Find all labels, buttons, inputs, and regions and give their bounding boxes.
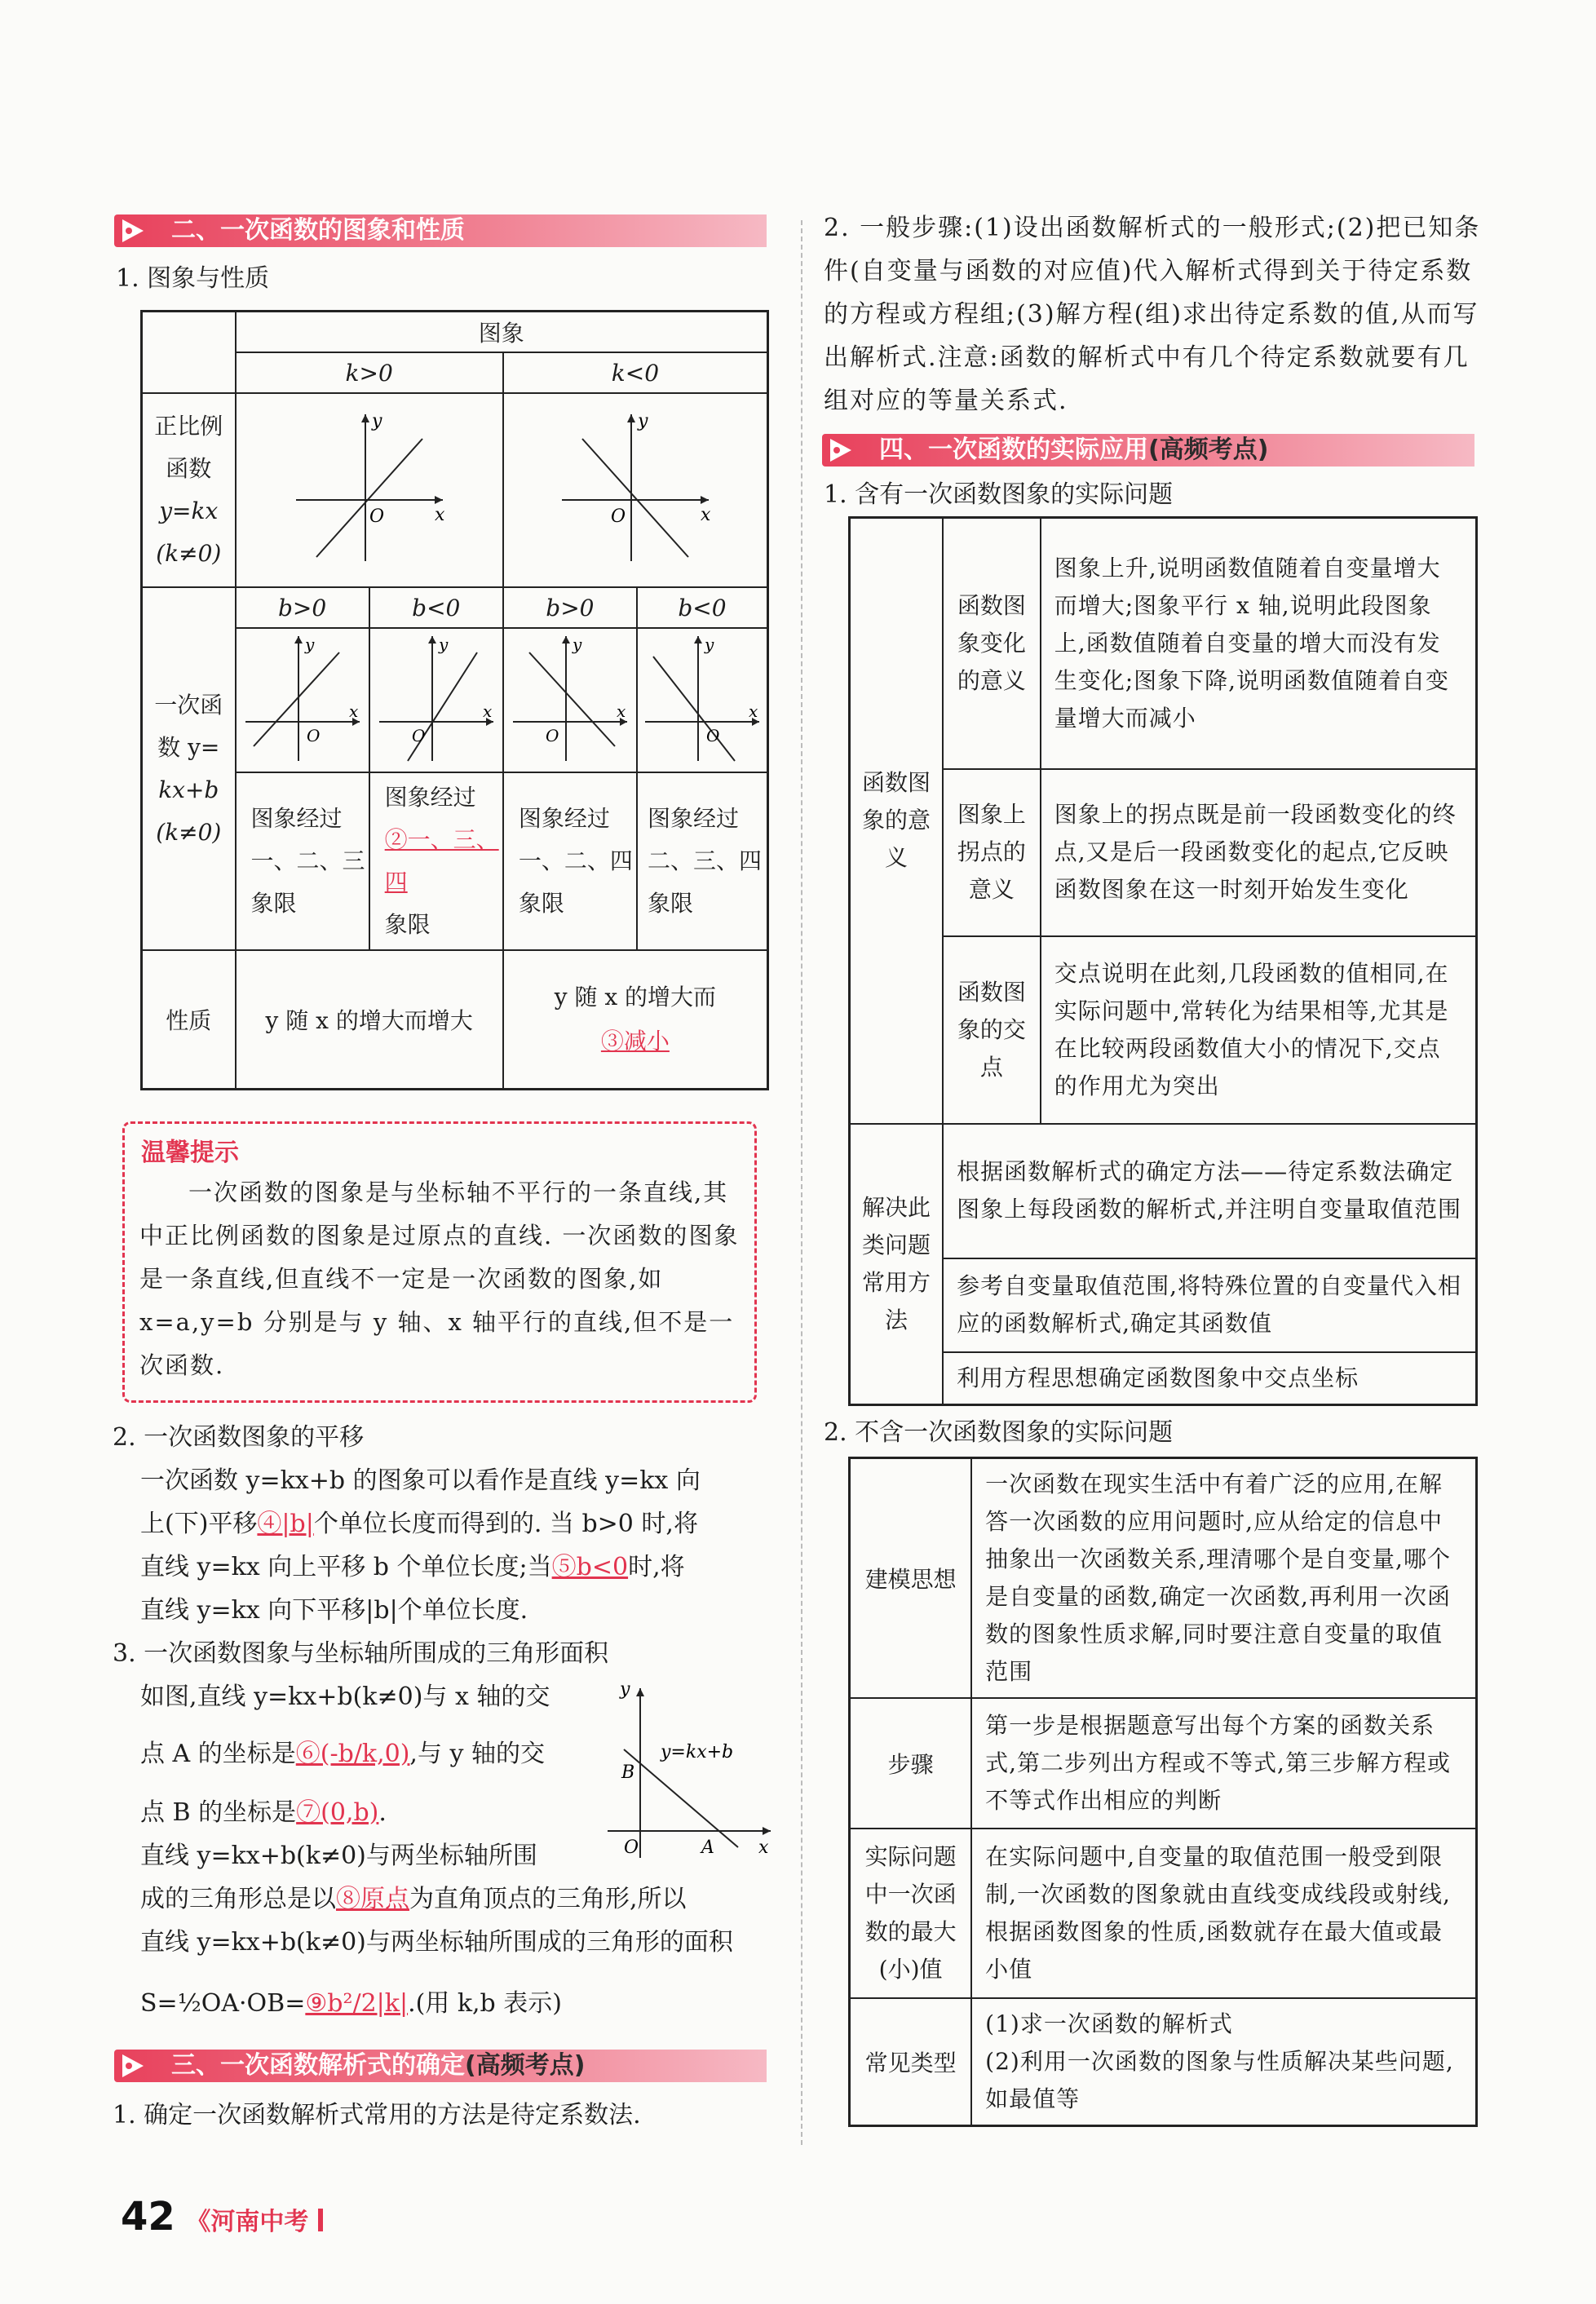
column-divider (801, 220, 802, 2145)
graph-proportional-k-neg (503, 393, 768, 587)
answer-7: ⑦(0,b) (296, 1798, 379, 1827)
svg-text:y: y (620, 1679, 630, 1700)
row-text: 交点说明在此刻,几段函数的值相同,在实际问题中,常转化为结果相等,尤其是在比较两段函数值大小的情况下,交点的作用尤为突出 (1041, 936, 1477, 1124)
svg-text:y: y (637, 410, 648, 431)
svg-text:O: O (624, 1837, 639, 1858)
svg-text:B: B (621, 1762, 635, 1783)
row-label-common-types: 常见类型 (850, 1998, 972, 2126)
answer-5: ⑤b<0 (551, 1553, 629, 1581)
paragraph: 直线 y=kx 向下平移|b|个单位长度. (140, 1596, 528, 1625)
paragraph: 如图,直线 y=kx+b(k≠0)与 x 轴的交 (140, 1683, 550, 1711)
section-banner-determination (114, 2050, 767, 2082)
svg-text:x: x (616, 701, 626, 721)
b-label: b<0 (637, 587, 768, 628)
svg-text:O: O (545, 726, 559, 745)
section-banner-application (822, 434, 1474, 467)
row-label: 函数图象的交点 (943, 936, 1041, 1124)
group-label: 解决此类问题常用方法 (850, 1124, 944, 1405)
triangle-figure (603, 1672, 775, 1860)
quadrant-cell: 图象经过 ②一、三、四 象限 (369, 772, 503, 950)
paragraph: 1. 确定一次函数解析式常用的方法是待定系数法. (113, 2101, 641, 2129)
svg-text:x: x (482, 701, 493, 721)
answer-2: ②一、三、四 (384, 826, 499, 896)
b-label: b>0 (503, 587, 637, 628)
row-label: 函数图象变化的意义 (943, 518, 1041, 769)
paragraph: 一次函数 y=kx+b 的图象可以看作是直线 y=kx 向 (140, 1466, 701, 1495)
answer-8: ⑧原点 (336, 1885, 409, 1913)
row-label-linear: 一次函 数 y= kx+b (k≠0) (142, 587, 236, 950)
svg-text:x: x (700, 504, 711, 525)
answer-6: ⑥(-b/k,0) (295, 1740, 410, 1768)
row-label-steps: 步骤 (850, 1698, 972, 1829)
high-freq-badge: (高频考点) (1148, 436, 1269, 464)
row-text: 图象上升,说明函数值随着自变量增大而增大;图象平行 x 轴,说明此段图象上,函数值随着自变量的增大而没有发生变化;图象下降,说明函数值随着自变量增大而减小 (1041, 518, 1477, 769)
quadrant-cell: 图象经过 一、二、四 象限 (503, 772, 637, 950)
svg-text:y=kx+b: y=kx+b (661, 1742, 734, 1762)
header-k-pos: k>0 (236, 352, 503, 393)
subheading-translation: 2. 一次函数图象的平移 (113, 1423, 365, 1452)
subheading-without-graph: 2. 不含一次函数图象的实际问题 (824, 1418, 1174, 1447)
svg-text:x: x (434, 504, 445, 525)
tip-body: 一次函数的图象是与坐标轴不平行的一条直线,其中正比例函数的图象是过原点的直线. 一次函数的图象是一条直线,但直线不一定是一次函数的图象,如 x=a,y=b 分别是与 y 轴、x 轴平行的直线,但不是一次函数. (139, 1179, 740, 1379)
svg-text:O: O (705, 726, 720, 745)
svg-text:x: x (748, 701, 758, 721)
graph-icon (241, 632, 364, 763)
svg-text:O: O (306, 726, 320, 745)
paragraph-general-steps: 2. 一般步骤:(1)设出函数解析式的一般形式;(2)把已知条件(自变量与函数的对应值)代入解析式得到关于待定系数的方程或方程组;(3)解方程(组)求出待定系数的值,从而写出解析式.注意:函数的解析式中有几个待定系数就要有几组对应的等量关系式. (824, 214, 1481, 415)
paragraph: 上(下)平移④|b|个单位长度而得到的. 当 b>0 时,将 (140, 1510, 698, 1538)
method-text: 利用方程思想确定函数图象中交点坐标 (943, 1352, 1476, 1405)
graph-icon (375, 632, 497, 763)
method-text: 参考自变量取值范围,将特殊位置的自变量代入相应的函数解析式,确定其函数值 (943, 1258, 1476, 1352)
section-title: 四、一次函数的实际应用 (879, 436, 1148, 464)
non-graph-problem-table (848, 1457, 1478, 2127)
group-label: 函数图象的意义 (850, 518, 944, 1124)
book-title: 《河南中考 (186, 2208, 309, 2236)
svg-text:x: x (348, 701, 358, 721)
row-text: 在实际问题中,自变量的取值范围一般受到限制,一次函数的图象就由直线变成线段或射线,根据函数图象的性质,函数就存在最大值或最小值 (971, 1829, 1476, 1998)
properties-table (140, 310, 769, 1090)
paragraph: 点 B 的坐标是⑦(0,b). (140, 1798, 387, 1827)
svg-text:O: O (369, 506, 384, 527)
header-graph: 图象 (236, 312, 768, 353)
graph-proportional-k-pos (236, 393, 503, 587)
subheading-triangle: 3. 一次函数图象与坐标轴所围成的三角形面积 (113, 1639, 609, 1668)
svg-text:A: A (701, 1837, 714, 1858)
svg-text:x: x (758, 1837, 769, 1858)
property-decreasing: y 随 x 的增大而 ③减小 (503, 950, 768, 1089)
paragraph: 点 A 的坐标是⑥(-b/k,0),与 y 轴的交 (140, 1740, 545, 1768)
b-label: b>0 (236, 587, 369, 628)
graph-k-pos-b-neg (369, 628, 503, 772)
row-label-proportional: 正比例 函数 y=kx (k≠0) (142, 393, 236, 587)
answer-3: ③减小 (600, 1027, 670, 1055)
row-label-extreme-value: 实际问题中一次函数的最大(小)值 (850, 1829, 972, 1998)
graph-k-neg-b-pos (503, 628, 637, 772)
paragraph-area-formula: S=½OA·OB=⑨b²/2|k|.(用 k,b 表示) (140, 1989, 562, 2018)
svg-text:y: y (304, 635, 314, 654)
row-text: 第一步是根据题意写出每个方案的函数关系式,第二步列出方程或不等式,第三步解方程或不等式作出相应的判断 (971, 1698, 1476, 1829)
graph-icon (554, 406, 717, 569)
section-title: 二、一次函数的图象和性质 (171, 216, 465, 245)
row-label-modeling: 建模思想 (850, 1458, 972, 1699)
graph-icon (288, 406, 451, 569)
row-label-properties: 性质 (142, 950, 236, 1089)
graph-problem-table (848, 516, 1478, 1406)
property-increasing: y 随 x 的增大而增大 (236, 950, 503, 1089)
answer-4: ④|b| (257, 1510, 314, 1538)
method-text: 根据函数解析式的确定方法——待定系数法确定图象上每段函数的解析式,并注明自变量取值范围 (943, 1124, 1476, 1258)
svg-text:y: y (572, 635, 582, 654)
graph-k-pos-b-pos (236, 628, 369, 772)
quadrant-cell: 图象经过 一、二、三 象限 (236, 772, 369, 950)
header-k-neg: k<0 (503, 352, 768, 393)
subheading-with-graph: 1. 含有一次函数图象的实际问题 (824, 480, 1174, 509)
paragraph: 成的三角形总是以⑧原点为直角顶点的三角形,所以 (140, 1885, 687, 1913)
graph-icon (641, 632, 763, 763)
row-text: (1)求一次函数的解析式 (2)利用一次函数的图象与性质解决某些问题,如最值等 (971, 1998, 1476, 2126)
answer-9: ⑨b²/2|k| (305, 1989, 409, 2018)
svg-text:y: y (438, 635, 449, 654)
graph-k-neg-b-neg (637, 628, 768, 772)
page-footer (121, 2194, 323, 2240)
row-text: 一次函数在现实生活中有着广泛的应用,在解答一次函数的应用问题时,应从给定的信息中抽象出一次函数关系,理清哪个是自变量,哪个是自变量的函数,确定一次函数,再利用一次函数的图象性质求解,同时要注意自变量的取值范围 (971, 1458, 1476, 1699)
section-title: 三、一次函数解析式的确定 (171, 2051, 465, 2080)
footer-bar-icon (318, 2209, 323, 2231)
page-number: 42 (121, 2194, 175, 2240)
warm-tip-box (122, 1121, 757, 1403)
b-label: b<0 (369, 587, 503, 628)
quadrant-cell: 图象经过 二、三、四 象限 (637, 772, 768, 950)
svg-text:O: O (610, 506, 626, 527)
paragraph: 直线 y=kx+b(k≠0)与两坐标轴所围成的三角形的面积 (140, 1928, 733, 1957)
high-freq-badge: (高频考点) (465, 2051, 586, 2080)
tip-title: 温馨提示 (141, 1139, 239, 1167)
row-label: 图象上拐点的意义 (943, 769, 1041, 936)
svg-text:y: y (704, 635, 714, 654)
row-text: 图象上的拐点既是前一段函数变化的终点,又是后一段函数变化的起点,它反映函数图象在这一时刻开始发生变化 (1041, 769, 1477, 936)
paragraph: 直线 y=kx 向上平移 b 个单位长度;当⑤b<0时,将 (140, 1553, 685, 1581)
svg-text:y: y (371, 410, 382, 431)
graph-icon (509, 632, 631, 763)
section-banner-graph-properties (114, 214, 767, 247)
paragraph: 直线 y=kx+b(k≠0)与两坐标轴所围 (140, 1842, 537, 1870)
svg-text:O: O (411, 726, 426, 745)
subheading: 1. 图象与性质 (116, 264, 270, 293)
